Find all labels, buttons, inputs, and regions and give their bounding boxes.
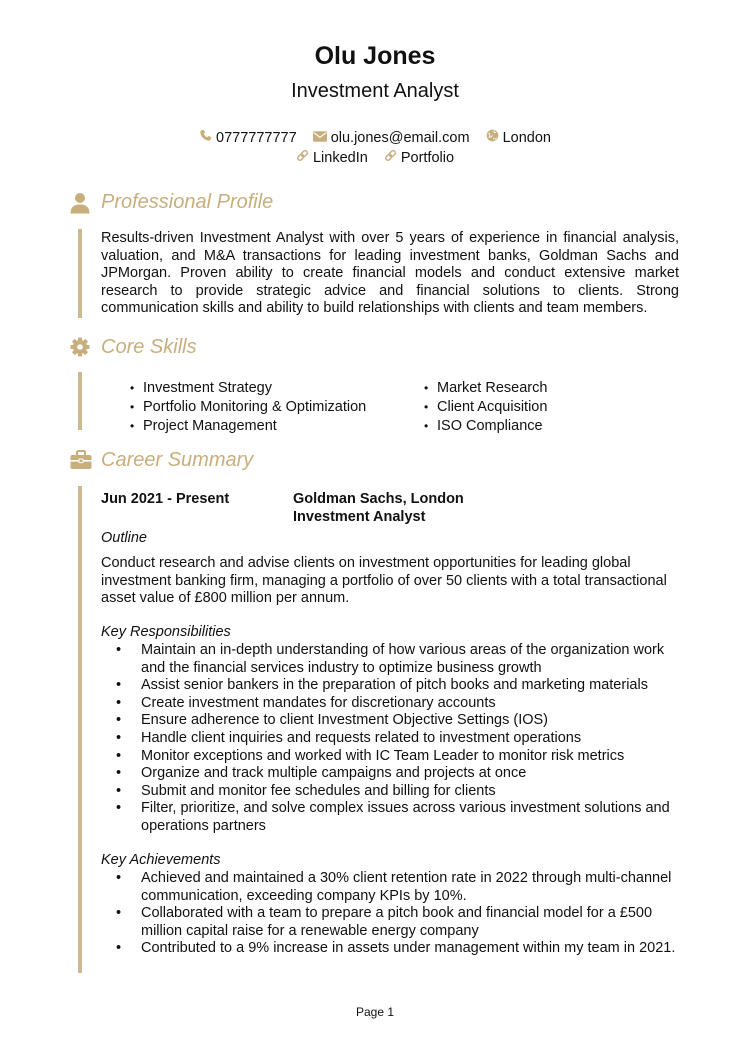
gear-icon: [70, 337, 90, 359]
list-item: • Filter, prioritize, and solve complex issues across various investment solutions and operations partners: [101, 800, 679, 835]
skill-item: • Project Management: [130, 417, 277, 434]
skill-item: • Portfolio Monitoring & Optimization: [130, 398, 367, 415]
contact-phone[interactable]: [199, 129, 297, 146]
contact-row-2: [0, 149, 750, 166]
job-company: Goldman Sachs, London: [293, 491, 464, 507]
skill-item: • Market Research: [424, 379, 548, 396]
list-item: • Create investment mandates for discretionary accounts: [101, 695, 679, 713]
responsibilities-label: Key Responsibilities: [101, 624, 231, 640]
link-icon: [296, 149, 309, 166]
outline-label: Outline: [101, 530, 147, 546]
location-text: London: [502, 129, 551, 146]
achievements-list: [101, 870, 679, 958]
skills-column-2: [424, 378, 547, 435]
email-text: olu.jones@email.com: [330, 130, 470, 146]
page-number: Page 1: [355, 1005, 395, 1019]
link-icon: [384, 149, 397, 166]
profile-text: Results-driven Investment Analyst with over 5 years of experience in financial analysis, valuation, and M&A transactions for leading investment banks, Goldman Sachs and JPMorgan. Proven ability to create financial models and conduct extensive market research to provide strategic advice and financial solutions to clients. Strong communication skills and ability to build relationships with clients and team members.: [101, 230, 679, 317]
contact-portfolio[interactable]: [384, 149, 454, 166]
contact-location: [486, 129, 551, 146]
list-item: • Maintain an in-depth understanding of how various areas of the organization work and the financial services industry to optimize business growth: [101, 642, 679, 677]
skill-item: • Client Acquisition: [424, 398, 548, 415]
envelope-icon: [313, 130, 327, 146]
career-section-heading: [70, 449, 253, 472]
responsibilities-list: [101, 642, 679, 836]
list-item: • Achieved and maintained a 30% client retention rate in 2022 through multi-channel communication, exceeding company KPIs by 10%.: [101, 870, 679, 905]
list-item: • Collaborated with a team to prepare a pitch book and financial model for a £500 million capital raise for a renewable energy company: [101, 905, 679, 940]
list-item: • Ensure adherence to client Investment Objective Settings (IOS): [101, 712, 679, 730]
job-date: Jun 2021 - Present: [101, 491, 230, 507]
contact-row-1: [0, 129, 750, 146]
skills-heading: Core Skills: [101, 336, 197, 358]
list-item: • Contributed to a 9% increase in assets under management within my team in 2021.: [101, 940, 679, 958]
profile-section-heading: [70, 191, 273, 214]
achievements-label: Key Achievements: [101, 852, 221, 868]
career-heading: Career Summary: [101, 449, 254, 471]
profile-heading: Professional Profile: [101, 191, 274, 213]
contact-email[interactable]: [313, 130, 470, 146]
list-item: • Handle client inquiries and requests related to investment operations: [101, 730, 679, 748]
candidate-name: Olu Jones: [314, 42, 436, 70]
linkedin-link[interactable]: LinkedIn: [312, 149, 368, 166]
skills-column-1: [130, 378, 366, 435]
skills-accent-bar: [78, 372, 82, 430]
contact-linkedin[interactable]: [296, 149, 368, 166]
career-accent-bar: [78, 486, 82, 973]
globe-icon: [486, 129, 499, 146]
skill-item: • Investment Strategy: [130, 379, 272, 396]
phone-icon: [199, 129, 212, 146]
phone-text: 0777777777: [216, 129, 297, 146]
list-item: • Submit and monitor fee schedules and billing for clients: [101, 783, 679, 801]
candidate-title: Investment Analyst: [291, 80, 459, 102]
portfolio-link[interactable]: Portfolio: [400, 149, 455, 166]
list-item: • Monitor exceptions and worked with IC Team Leader to monitor risk metrics: [101, 748, 679, 766]
job-outline: Conduct research and advise clients on investment opportunities for leading global investment banking firm, managing a portfolio of over 50 clients with a total transactional asset value of £800 million per annum.: [101, 555, 667, 607]
list-item: • Assist senior bankers in the preparation of pitch books and marketing materials: [101, 677, 679, 695]
profile-accent-bar: [78, 229, 82, 318]
skills-section-heading: [70, 336, 197, 359]
briefcase-icon: [70, 450, 90, 472]
skill-item: • ISO Compliance: [424, 417, 543, 434]
list-item: • Organize and track multiple campaigns and projects at once: [101, 765, 679, 783]
job-role: Investment Analyst: [293, 509, 426, 525]
user-icon: [70, 192, 90, 214]
